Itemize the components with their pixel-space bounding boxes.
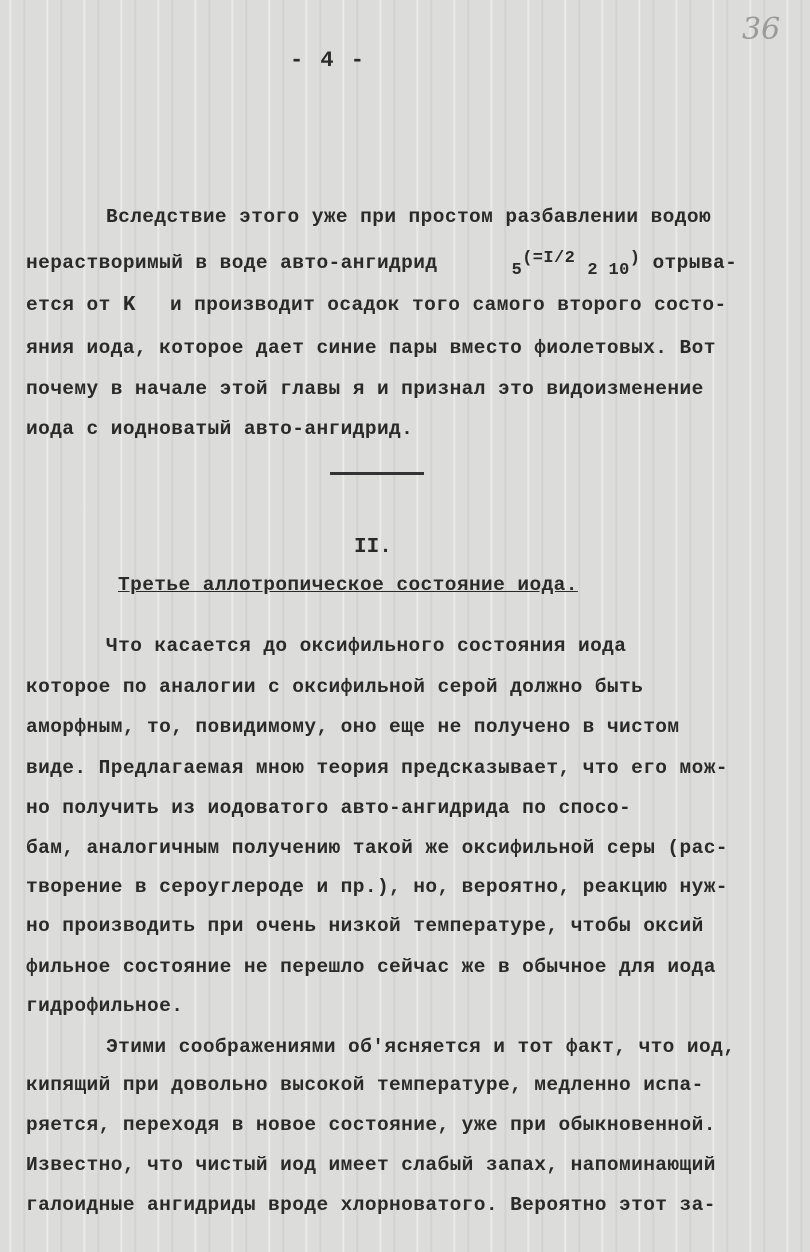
paragraph3-line4: Известно, что чистый иод имеет слабый запах, напоминающий — [26, 1154, 716, 1176]
paragraph1-line1: Вследствие этого уже при простом разбавлении водою — [106, 206, 712, 228]
paragraph2-line3: аморфным, то, повидимому, оно еще не получено в чистом — [26, 716, 680, 738]
paragraph1-line2-text: нерастворимый в воде авто-ангидрид — [26, 252, 438, 274]
paragraph2-line4: виде. Предлагаемая мною теория предсказывает, что его мож- — [26, 757, 728, 779]
paragraph2-line6: бам, аналогичным получению такой же оксифильной серы (рас- — [26, 837, 728, 859]
formula-k: K — [122, 294, 136, 317]
paragraph1-line2-end: отрыва- — [652, 252, 738, 274]
paragraph2-line9: фильное состояние не перешло сейчас же в обычное для иода — [26, 956, 716, 978]
paragraph1-line2 — [26, 249, 738, 280]
paragraph2-line10: гидрофильное. — [26, 995, 184, 1017]
page-number: - 4 - — [290, 48, 367, 73]
section-number: II. — [354, 536, 392, 559]
paragraph2-line7: творение в сероуглероде и пр.), но, вероятно, реакцию нуж- — [26, 876, 728, 898]
paragraph3-line1: Этими соображениями об'ясняется и тот факт, что иод, — [106, 1036, 736, 1058]
paragraph1-line3 — [26, 294, 727, 317]
formula-close-paren: ) — [629, 249, 641, 268]
paragraph2-line8: но производить при очень низкой температуре, чтобы оксий — [26, 915, 704, 937]
paragraph3-line2: кипящий при довольно высокой температуре, медленно испа- — [26, 1074, 704, 1096]
formula-subscript-5: 5 — [511, 261, 523, 280]
paragraph1-line4: яния иода, которое дает синие пары вместо фиолетовых. Вот — [26, 337, 716, 359]
formula-subscript-2-10: 2 10 — [587, 261, 630, 280]
paragraph2-line5: но получить из иодоватого авто-ангидрида по спосо- — [26, 797, 632, 819]
paragraph1-line3-end: и производит осадок того самого второго состо- — [169, 294, 727, 316]
formula-superscript: (=I/2 — [522, 249, 576, 268]
paragraph2-line1: Что касается до оксифильного состояния иода — [106, 635, 627, 657]
archive-number: 36 — [742, 12, 781, 47]
paragraph1-line3-start: ется от — [26, 294, 111, 316]
section-title: Третье аллотропическое состояние иода. — [118, 574, 578, 596]
paragraph1-line5: почему в начале этой главы я и признал это видоизменение — [26, 378, 704, 400]
paragraph3-line3: ряется, переходя в новое состояние, уже при обыкновенной. — [26, 1114, 716, 1136]
paragraph2-line2: которое по аналогии с оксифильной серой должно быть — [26, 676, 644, 698]
section-divider — [330, 472, 424, 475]
paragraph1-line6: иода с иодноватый авто-ангидрид. — [26, 418, 414, 440]
paragraph3-line5: галоидные ангидриды вроде хлорноватого. Вероятно этот за- — [26, 1194, 716, 1216]
